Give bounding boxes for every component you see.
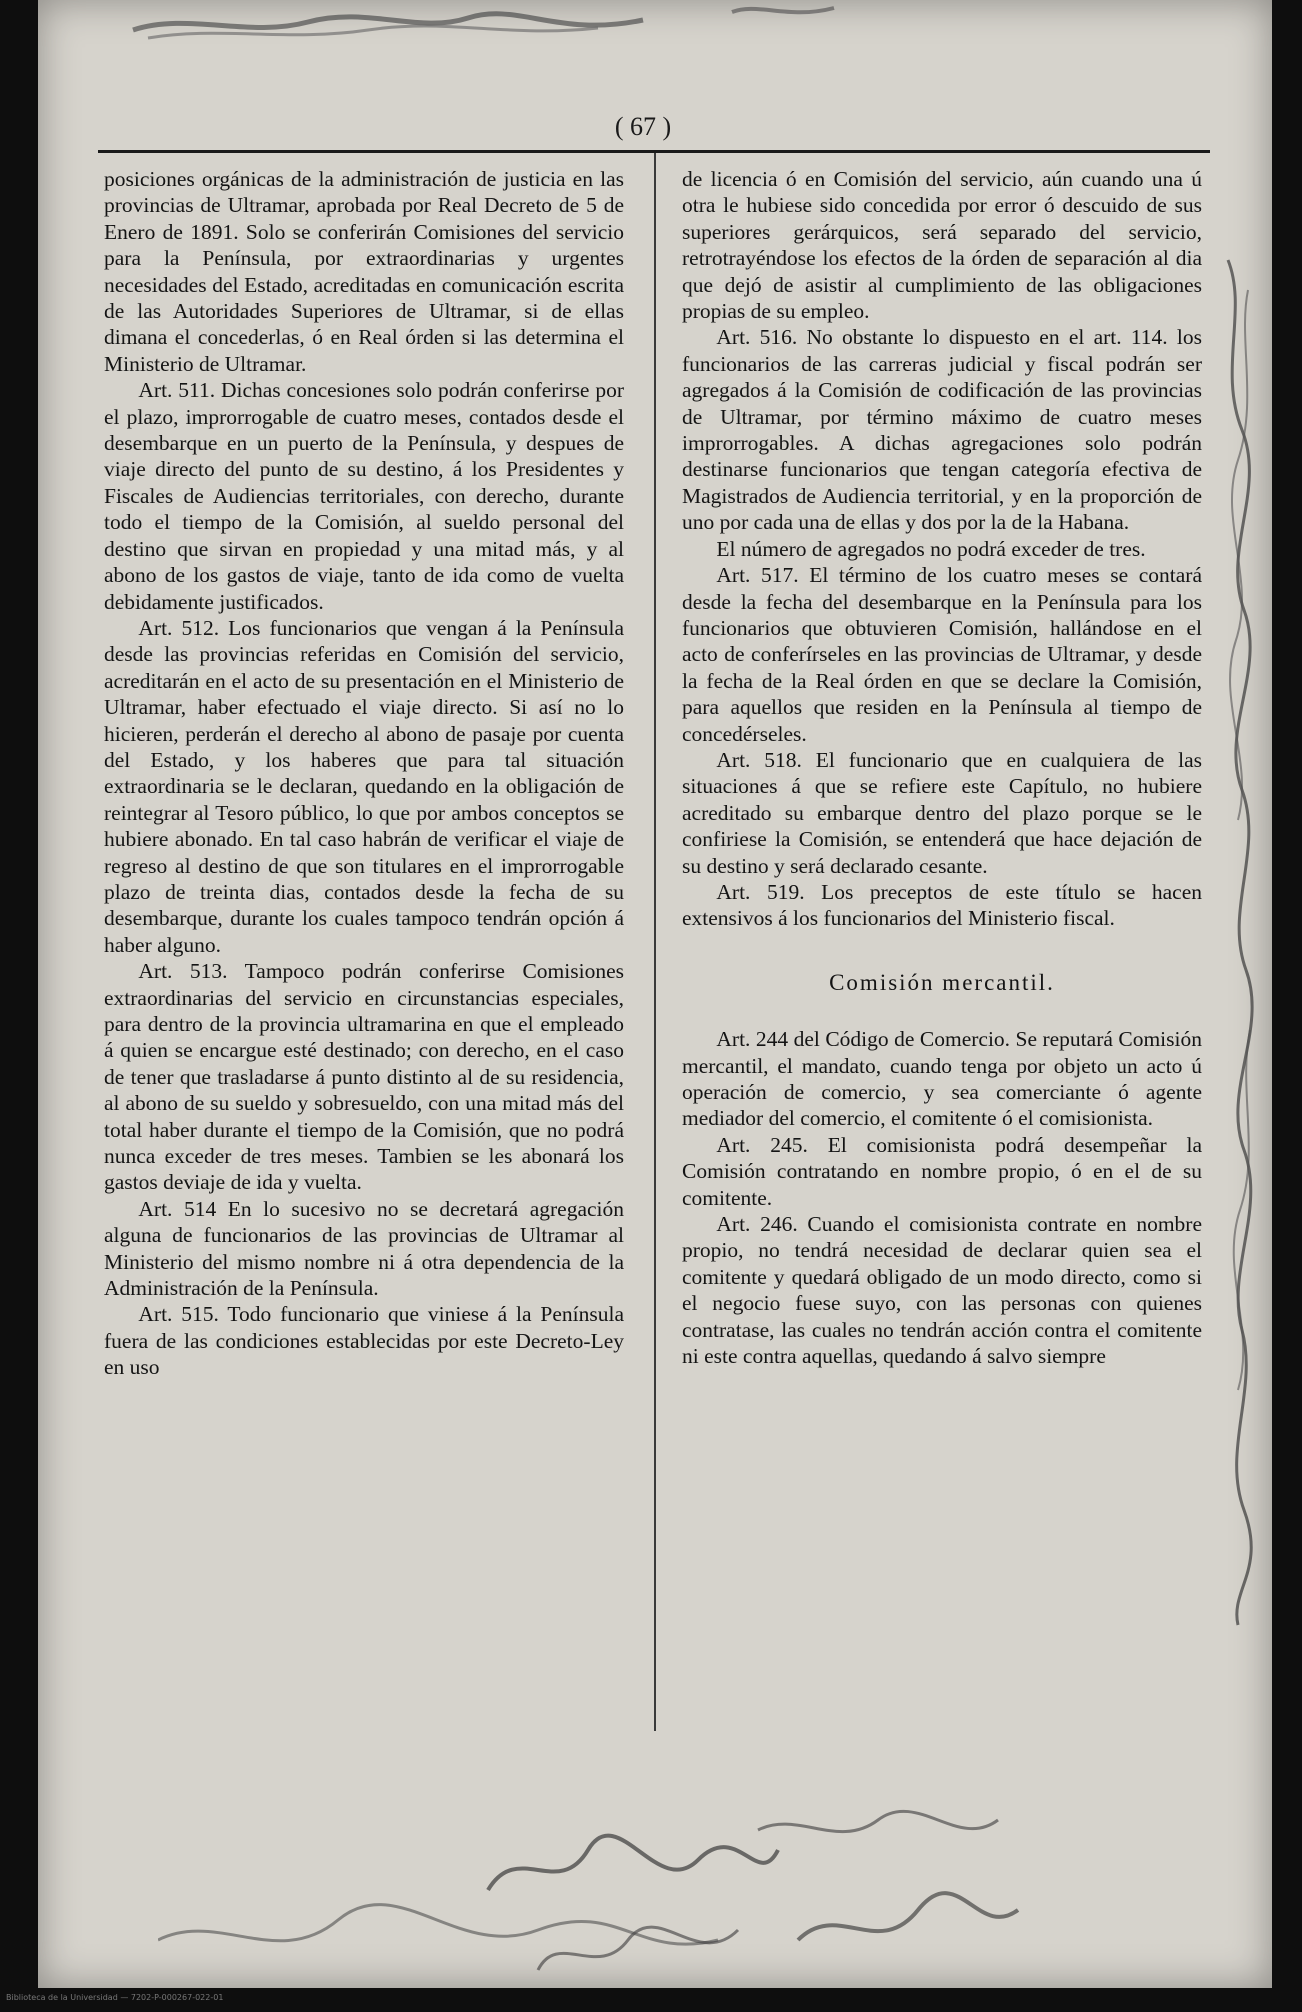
- bottom-handwriting-signatures: [158, 1800, 1058, 1980]
- paragraph: Art. 516. No obstante lo dispuesto en el art. 114. los funcionarios de las carreras judicial y fiscal podrán ser agregados á la Comisión de codificación de las provincias de Ultramar, por término máximo de cuatro meses improrrogables. A dichas agregaciones solo podrán destinarse funcionarios que tengan categoría efectiva de Magistrados de Audiencia territorial, y en la proporción de uno por cada una de ellas y dos por la de la Habana.: [682, 325, 1202, 535]
- left-column: [104, 166, 624, 1381]
- paragraph: Art. 511. Dichas concesiones solo podrán conferirse por el plazo, improrrogable de cuatro meses, contados desde el desembarque en un puerto de la Península, y despues de viaje directo del punto de su destino, á los Presidentes y Fiscales de Audiencias territoriales, con derecho, durante todo el tiempo de la Comisión, al sueldo personal del destino que sirvan en propiedad y una mitad más, y al abono de los gastos de viaje, tanto de ida como de vuelta debidamente justificados.: [104, 378, 624, 614]
- right-column: [682, 166, 1202, 1369]
- paragraph: Art. 518. El funcionario que en cualquiera de las situaciones á que se refiere este Capítulo, no hubiere acreditado su embarque dentro del plazo porque se le confiriese la Comisión, se entenderá que hace dejación de su destino y será declarado cesante.: [682, 747, 1202, 878]
- paragraph: El número de agregados no podrá exceder de tres.: [716, 536, 1146, 561]
- paragraph: Art. 245. El comisionista podrá desempeñar la Comisión contratando en nombre propio, ó en el de su comitente.: [682, 1132, 1202, 1210]
- paragraph: Art. 517. El término de los cuatro meses se contará desde la fecha del desembarque en la Península para los funcionarios que obtuvieren Comisión, hallándose en el acto de conferírseles en las provincias de Ultramar, y desde la fecha de la Real órden en que se declare la Comisión, para aquellos que residen en la Península al tiempo de concedérseles.: [682, 563, 1202, 746]
- top-handwriting-scribble: [128, 8, 648, 46]
- scan-caption: Biblioteca de la Universidad — 7202-P-000267-022-01: [6, 1993, 224, 2002]
- paragraph: Art. 519. Los preceptos de este título se hacen extensivos á los funcionarios del Ministerio fiscal.: [682, 879, 1202, 931]
- paragraph: posiciones orgánicas de la administración de justicia en las provincias de Ultramar, aprobada por Real Decreto de 5 de Enero de 1891. Solo se conferirán Comisiones del servicio para la Península, por extraordinarias y urgentes necesidades del Estado, acreditadas en comunicación escrita de las Autoridades Superiores de Ultramar, si de ellas dimana el concederlas, ó en Real órden si las determina el Ministerio de Ultramar.: [104, 167, 624, 376]
- top-ink-mark: [728, 0, 838, 22]
- column-divider: [654, 153, 656, 1731]
- section-heading: Comisión mercantil.: [829, 969, 1055, 995]
- paragraph: Art. 244 del Código de Comercio. Se reputará Comisión mercantil, el mandato, cuando tenga por objeto un acto ú operación de comercio, y sea comerciante ó agente mediador del comercio, el comitente ó el comisionista.: [682, 1027, 1202, 1131]
- page-number: ( 67 ): [614, 112, 672, 141]
- paragraph: Art. 515. Todo funcionario que viniese á la Península fuera de las condiciones establecidas por este Decreto-Ley en uso: [104, 1302, 624, 1380]
- paragraph: Art. 513. Tampoco podrán conferirse Comisiones extraordinarias del servicio en circunstancias especiales, para dentro de la provincia ultramarina en que el empleado á quien se encargue esté destinado; con derecho, en el caso de tener que trasladarse á punto distinto al de su residencia, al abono de su sueldo y sobresueldo, con una mitad más del total haber durante el tiempo de la Comisión, que no podrá nunca exceder de tres meses. Tambien se les abonará los gastos deviaje de ida y vuelta.: [104, 959, 624, 1195]
- document-page: [38, 0, 1272, 1988]
- paragraph: Art. 512. Los funcionarios que vengan á la Península desde las provincias referidas en Comisión del servicio, acreditarán en el acto de su presentación en el Ministerio de Ultramar, haber efectuado el viaje directo. Si así no lo hicieren, perderán el derecho al abono de pasaje por cuenta del Estado, y los haberes que para tal situación extraordinaria se le declaran, quedando en la obligación de reintegrar al Tesoro público, lo que por ambos conceptos se hubiere abonado. En tal caso habrán de verificar el viaje de regreso al destino de que son titulares en el improrrogable plazo de treinta dias, contados desde la fecha de su desembarque, durante los cuales tampoco tendrán opción á haber alguno.: [104, 615, 624, 957]
- paragraph: de licencia ó en Comisión del servicio, aún cuando una ú otra le hubiese sido concedida por error ó descuido de sus superiores gerárquicos, será separado del servicio, retrotrayéndose los efectos de la órden de separación al dia que dejó de asistir al cumplimiento de las obligaciones propias de su empleo.: [682, 167, 1202, 324]
- paragraph: Art. 514 En lo sucesivo no se decretará agregación alguna de funcionarios de las provincias de Ultramar al Ministerio del mismo nombre ni á otra dependencia de la Administración de la Península.: [104, 1196, 624, 1301]
- margin-handwriting: [1208, 250, 1272, 1630]
- paragraph: Art. 246. Cuando el comisionista contrate en nombre propio, no tendrá necesidad de declarar quien sea el comitente y quedará obligado de un modo directo, como si el negocio fuese suyo, con las personas con quienes contratase, las cuales no tendrán acción contra el comitente ni este contra aquellas, quedando á salvo siempre: [682, 1212, 1202, 1369]
